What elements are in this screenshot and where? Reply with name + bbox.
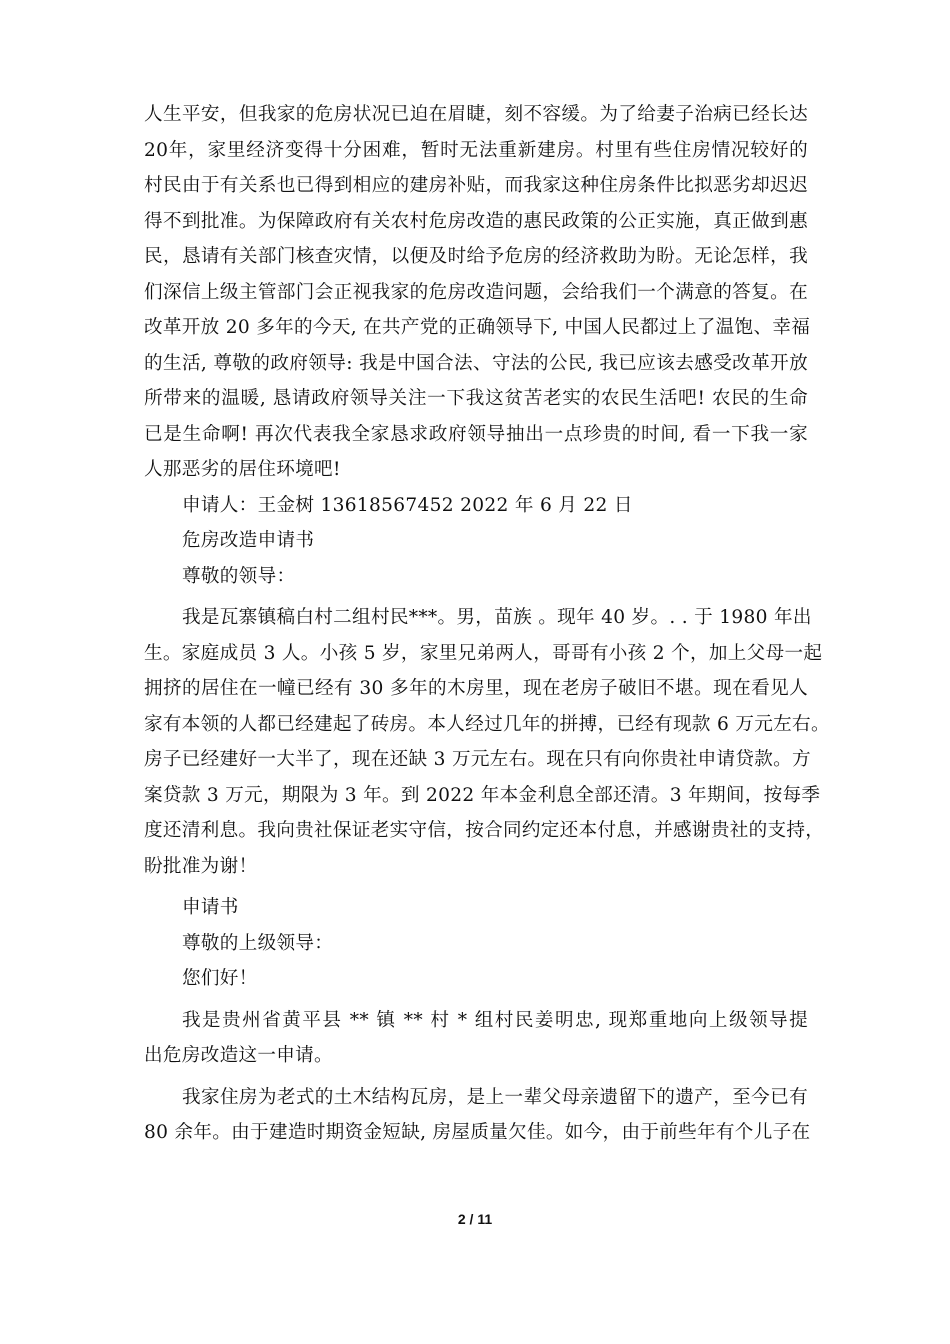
text-line: 房子已经建好一大半了，现在还缺 3 万元左右。现在只有向你贵社申请贷款。方	[144, 749, 811, 770]
applicant-line: 申请人：王金树 13618567452 2022 年 6 月 22 日	[182, 494, 633, 516]
text-line: 拥挤的居住在一幢已经有 30 多年的木房里，现在老房子破旧不堪。现在看见人	[144, 678, 808, 699]
text-line: 们深信上级主管部门会正视我家的危房改造问题，会给我们一个满意的答复。在	[144, 281, 808, 303]
page-number: 2 / 11	[457, 1211, 493, 1227]
greeting-line: 您们好！	[182, 968, 258, 989]
text-line: 家有本领的人都已经建起了砖房。本人经过几年的拼搏，已经有现款 6 万元左右。	[144, 713, 830, 735]
text-line: 度还清利息。我向贵社保证老实守信，按合同约定还本付息，并感谢贵社的支持，	[144, 820, 825, 841]
text-line: 村民由于有关系也已得到相应的建房补贴，而我家这种住房条件比拟恶劣却迟迟	[144, 175, 808, 196]
document-body	[144, 97, 830, 1151]
text-line: 我是瓦寨镇稿白村二组村民***。男，苗族 。现年 40 岁。. . 于 1980 年出	[182, 607, 812, 628]
text-line: 已是生命啊! 再次代表我全家恳求政府领导抽出一点珍贵的时间, 看一下我一家	[144, 423, 808, 445]
text-line: 生。家庭成员 3 人。小孩 5 岁，家里兄弟两人，哥哥有小孩 2 个，加上父母一起	[144, 642, 823, 664]
section-title: 申请书	[182, 897, 239, 918]
text-line: 人那恶劣的居住环境吧!	[144, 459, 341, 480]
text-line: 20年，家里经济变得十分困难，暂时无法重新建房。村里有些住房情况较好的	[144, 139, 808, 161]
text-line: 我是贵州省黄平县 ** 镇 ** 村 * 组村民姜明忠, 现郑重地向上级领导提	[182, 1009, 808, 1031]
salutation: 尊敬的领导：	[182, 565, 296, 587]
text-line: 改革开放 20 多年的今天, 在共产党的正确领导下, 中国人民都过上了温饱、幸福	[144, 317, 811, 338]
text-line: 人生平安，但我家的危房状况已迫在眉睫，刻不容缓。为了给妻子治病已经长达	[144, 104, 808, 125]
text-line: 盼批准为谢！	[144, 855, 258, 877]
paragraph-1	[144, 97, 811, 488]
section-title: 危房改造申请书	[182, 530, 315, 551]
text-line: 出危房改造这一申请。	[144, 1045, 333, 1066]
text-line: 我家住房为老式的土木结构瓦房，是上一辈父母亲遗留下的遗产，至今已有	[182, 1086, 808, 1108]
text-line: 的生活, 尊敬的政府领导: 我是中国合法、守法的公民, 我已应该去感受改革开放	[144, 352, 808, 374]
text-line: 80 余年。由于建造时期资金短缺, 房屋质量欠佳。如今，由于前些年有个儿子在	[144, 1122, 811, 1143]
salutation: 尊敬的上级领导：	[182, 932, 334, 954]
paragraph-3	[144, 1003, 808, 1074]
paragraph-4	[144, 1080, 811, 1151]
text-line: 所带来的温暖, 恳请政府领导关注一下我这贫苦老实的农民生活吧! 农民的生命	[144, 388, 808, 409]
text-line: 案贷款 3 万元，期限为 3 年。到 2022 年本金利息全部还清。3 年期间，按每季	[144, 784, 821, 806]
text-line: 得不到批准。为保障政府有关农村危房改造的惠民政策的公正实施，真正做到惠	[144, 210, 808, 232]
paragraph-2	[144, 600, 830, 884]
text-line: 民，恳请有关部门核查灾情，以便及时给予危房的经济救助为盼。无论怎样，我	[144, 246, 808, 267]
